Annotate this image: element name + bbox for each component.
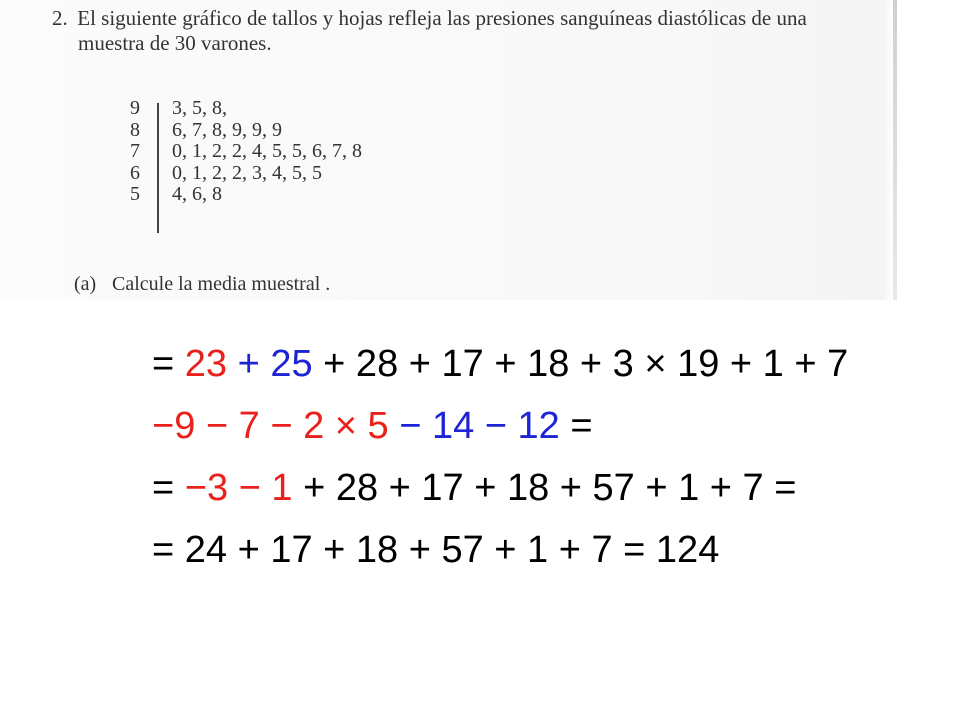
stem-value: 6 xyxy=(130,161,140,184)
equation-line-2 xyxy=(152,404,593,448)
eq-term: + 28 + 17 + 18 + 57 + 1 + 7 = xyxy=(292,467,797,509)
question-text: Calcule la media muestral . xyxy=(112,273,331,295)
question-a xyxy=(74,273,330,296)
equation-line-1 xyxy=(152,342,848,386)
eq-term: 25 xyxy=(270,343,313,385)
equation-line-3 xyxy=(152,466,796,510)
question-label: (a) xyxy=(74,273,97,295)
stem-value: 8 xyxy=(130,118,140,141)
eq-term: −3 − 1 xyxy=(184,467,293,509)
leaf-values: 4, 6, 8 xyxy=(172,183,222,205)
stem-value: 5 xyxy=(130,183,140,205)
leaf-values: 6, 7, 8, 9, 9, 9 xyxy=(172,118,282,141)
eq-term: + 28 + 17 + 18 + 3 × 19 + 1 + 7 xyxy=(312,343,849,385)
eq-term: = xyxy=(152,343,185,385)
eq-term: = xyxy=(152,467,185,509)
eq-term: = xyxy=(559,405,593,447)
problem-statement xyxy=(52,6,932,56)
stem-divider xyxy=(157,103,159,233)
leaf-values: 0, 1, 2, 2, 3, 4, 5, 5 xyxy=(172,161,322,184)
eq-term: −9 − 7 − 2 × 5 xyxy=(152,405,389,447)
problem-line-1: El siguiente gráfico de tallos y hojas refleja las presiones sanguíneas diastólicas de una xyxy=(77,6,807,30)
eq-term: + xyxy=(227,343,271,385)
problem-line-2: muestra de 30 varones. xyxy=(78,31,272,55)
scanned-page xyxy=(0,0,960,300)
problem-number: 2. xyxy=(52,6,68,30)
stem-value: 9 xyxy=(130,97,140,119)
leaf-values: 0, 1, 2, 2, 4, 5, 5, 6, 7, 8 xyxy=(172,140,362,162)
leaf-values: 3, 5, 8, xyxy=(172,97,227,119)
stem-value: 7 xyxy=(130,140,140,162)
eq-term: − 14 − 12 xyxy=(388,405,560,447)
eq-term: = 24 + 17 + 18 + 57 + 1 + 7 = 124 xyxy=(152,529,720,571)
equation-line-4 xyxy=(152,528,719,572)
eq-term: 23 xyxy=(184,343,228,385)
